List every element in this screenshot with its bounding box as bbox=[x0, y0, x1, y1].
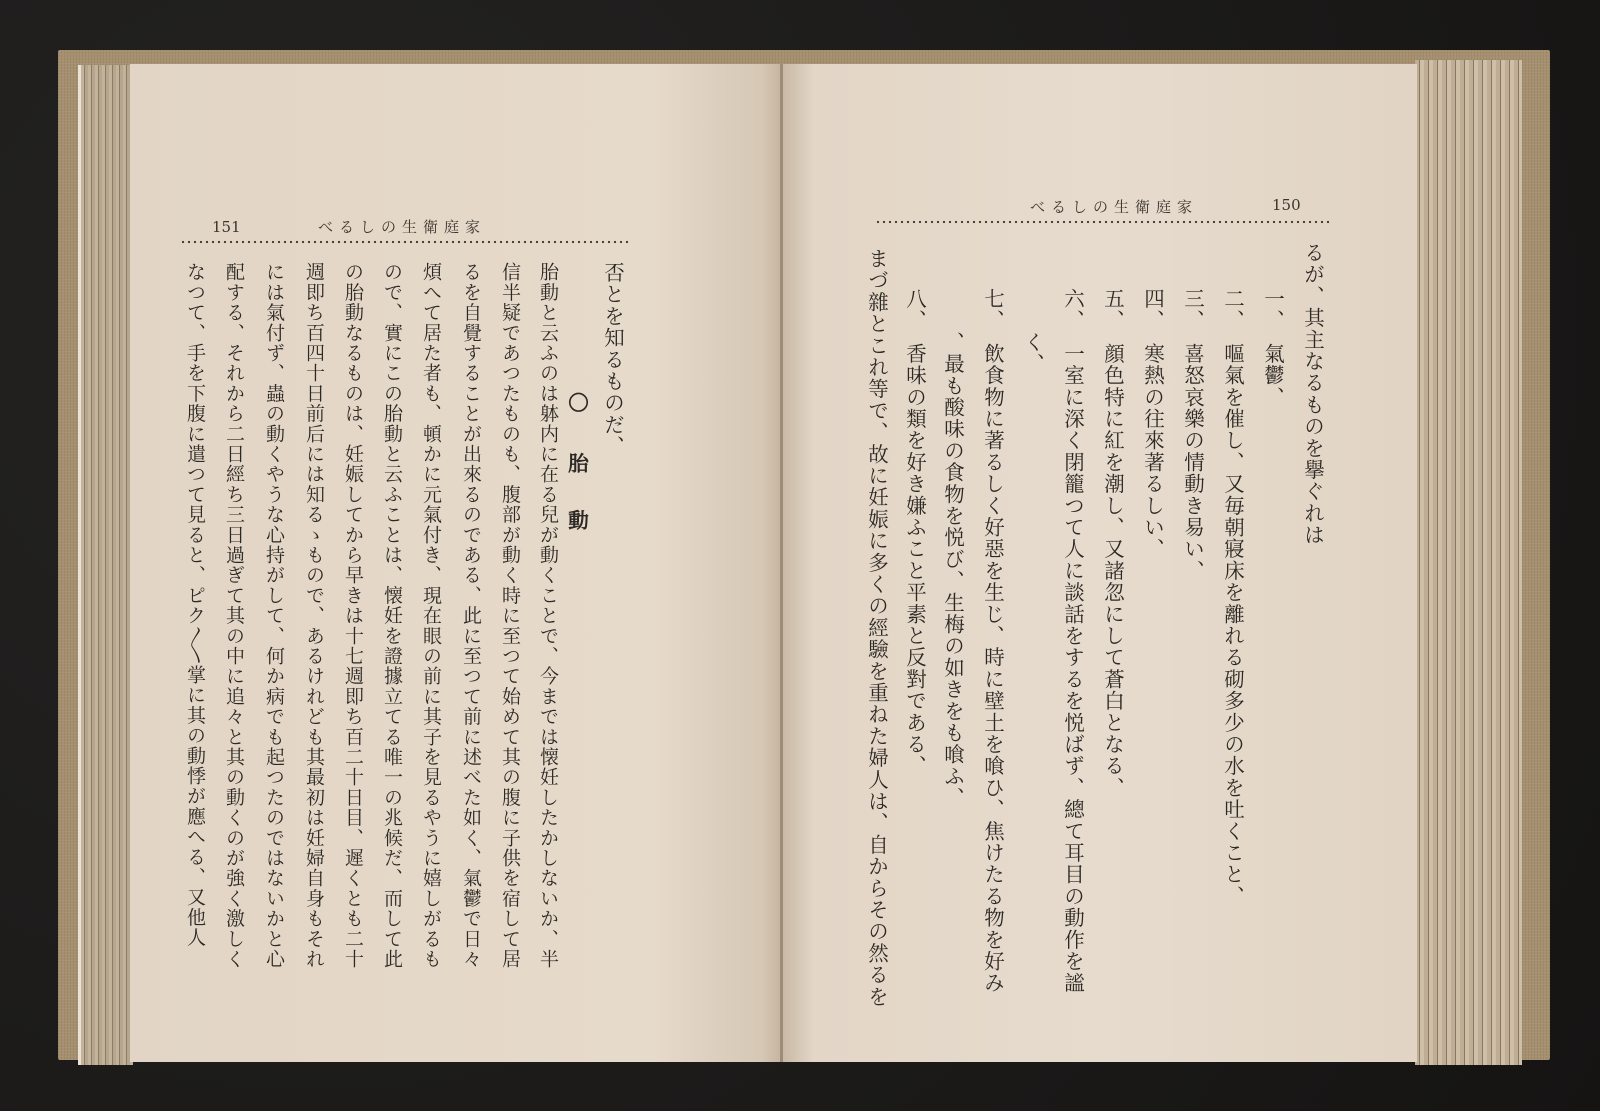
right-list-item-6-cont: く、 bbox=[1020, 288, 1045, 375]
left-col-9: には氣付ず、蟲の動くやうな心持がして、何か病でも起つたのではないかと心 bbox=[263, 262, 285, 969]
left-col-0: 否とを知るものだ、 bbox=[600, 262, 625, 458]
right-page-number: 150 bbox=[1272, 196, 1301, 214]
right-header-rule bbox=[875, 220, 1330, 226]
left-col-3: 信半疑であつたものも、腹部が動く時に至つて始めて其の腹に子供を宿して居 bbox=[499, 262, 521, 970]
right-list-item-4: 四、 寒熱の往來著るしい、 bbox=[1140, 288, 1165, 560]
left-page-number: 151 bbox=[212, 218, 241, 236]
left-running-head bbox=[318, 216, 486, 237]
right-col-0: るが、其主なるものを擧ぐれは bbox=[1300, 242, 1325, 546]
book-gutter bbox=[780, 64, 783, 1062]
left-header-rule bbox=[180, 240, 630, 246]
right-list-item-7-cont: 、最も酸味の食物を悦び、生梅の如きをも喰ふ、 bbox=[940, 288, 965, 809]
right-list-item-6: 六、 一室に深く閉籠つて人に談話をするを悦ばず、總て耳目の動作を謐 bbox=[1060, 288, 1085, 994]
left-col-5: 煩へて居た者も、頓かに元氣付き、現在眼の前に其子を見るやうに嬉しがるも bbox=[420, 262, 442, 969]
right-list-item-8: 八、 香味の類を好き嫌ふこと平素と反對である、 bbox=[902, 288, 927, 777]
right-running-head bbox=[1030, 196, 1198, 217]
page-edges-left bbox=[78, 65, 133, 1065]
left-col-7: の胎動なるものは、妊娠してから早きは十七週即ち百二十日目、遲くとも二十 bbox=[342, 262, 364, 969]
right-list-item-1: 一、 氣鬱、 bbox=[1260, 288, 1285, 408]
right-col-summary: まづ雜とこれ等で、故に妊娠に多くの經驗を重ねた婦人は、自からその然るを bbox=[864, 248, 889, 1008]
left-col-11: なつて、手を下腹に遣つて見ると、ピク〳〵掌に其の動悸が應へる、又他人 bbox=[184, 262, 206, 948]
left-col-6: ので、實にこの胎動と云ふことは、懐妊を證據立てる唯一の兆候だ、而して此 bbox=[381, 262, 403, 969]
right-list-item-5: 五、 顔色特に紅を潮し、又諸忽にして蒼白となる、 bbox=[1100, 288, 1125, 799]
right-list-item-2: 二、 嘔氣を催し、又毎朝寢床を離れる砌多少の水を吐くこと、 bbox=[1220, 288, 1245, 908]
right-running-head-text: べるしの生衛庭家 bbox=[1030, 198, 1199, 216]
left-col-8: 週即ち百四十日前后には知るゝもので、あるけれども其最初は妊婦自身もそれ bbox=[303, 262, 325, 969]
page-edges-right bbox=[1415, 60, 1522, 1065]
left-col-10: 配する、それから二日經ち三日過ぎて其の中に追々と其の動くのが強く激しく bbox=[223, 262, 245, 969]
section-heading-taido: 〇 胎 動 bbox=[564, 392, 589, 538]
left-running-head-text: べるしの生衛庭家 bbox=[318, 218, 487, 236]
right-list-item-3: 三、 喜怒哀樂の情動き易い、 bbox=[1180, 288, 1205, 582]
left-col-2: 胎動と云ふのは躰内に在る兒が動くことで、今までは懐妊したかしないか、半 bbox=[537, 262, 559, 969]
left-col-4: るを自覺することが出來るのである、此に至つて前に述べた如く、氣鬱で日々 bbox=[460, 262, 482, 969]
right-list-item-7: 七、 飲食物に著るしく好惡を生じ、時に壁土を喰ひ、焦けたる物を好み bbox=[980, 288, 1005, 994]
